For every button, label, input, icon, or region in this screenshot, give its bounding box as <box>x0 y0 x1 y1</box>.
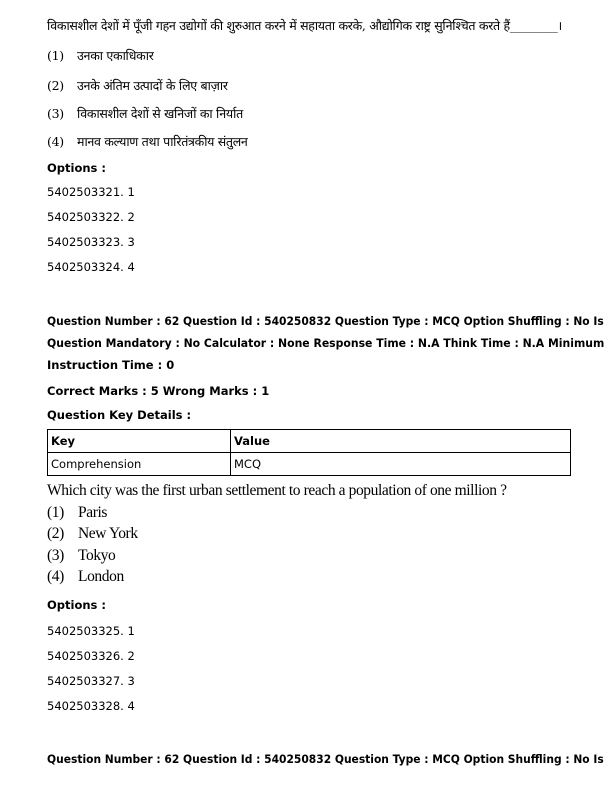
choice-row <box>47 525 138 543</box>
choice-number: (3) <box>47 106 64 121</box>
choice-text: विकासशील देशों से खनिजों का निर्यात <box>77 106 243 121</box>
question-meta-line: Question Mandatory : No Calculator : None Response Time : N.A Think Time : N.A Minimum <box>47 336 605 350</box>
options-label: Options : <box>47 598 106 612</box>
option-id: 5402503328. 4 <box>47 699 135 713</box>
choice-row <box>47 504 107 522</box>
options-label: Options : <box>47 161 106 175</box>
question-meta-line: Question Number : 62 Question Id : 540250832 Question Type : MCQ Option Shuffling : No Is <box>47 314 604 328</box>
table-header-cell: Value <box>231 430 571 453</box>
option-id: 5402503321. 1 <box>47 185 135 199</box>
choice-row <box>47 105 243 122</box>
table-cell: Comprehension <box>48 453 231 476</box>
choice-text: उनके अंतिम उत्पादों के लिए बाज़ार <box>77 78 228 93</box>
option-id: 5402503323. 3 <box>47 235 135 249</box>
choice-text: उनका एकाधिकार <box>77 48 154 63</box>
choice-text: मानव कल्याण तथा पारितंत्रकीय संतुलन <box>77 134 248 149</box>
question-stem-english: Which city was the first urban settlement to reach a population of one million ? <box>47 482 507 499</box>
option-id: 5402503325. 1 <box>47 624 135 638</box>
choice-text: London <box>78 568 124 585</box>
marks-line: Correct Marks : 5 Wrong Marks : 1 <box>47 384 270 398</box>
question-meta-line: Instruction Time : 0 <box>47 358 175 372</box>
choice-row <box>47 77 228 94</box>
option-id: 5402503324. 4 <box>47 260 135 274</box>
question-stem-hindi: विकासशील देशों में पूँजी गहन उद्योगों की शुरुआत करने में सहायता करके, औद्योगिक राष्ट्र सुनिश्चित करते हैं________। <box>47 18 562 33</box>
key-details-table <box>47 429 571 476</box>
choice-row <box>47 133 248 150</box>
choice-text: New York <box>78 525 138 542</box>
choice-number: (4) <box>47 134 64 149</box>
choice-number: (4) <box>47 568 64 585</box>
choice-row <box>47 47 154 64</box>
key-details-heading: Question Key Details : <box>47 408 192 422</box>
choice-text: Paris <box>78 504 108 521</box>
choice-number: (2) <box>47 525 64 542</box>
option-id: 5402503327. 3 <box>47 674 135 688</box>
choice-number: (1) <box>47 48 64 63</box>
option-id: 5402503326. 2 <box>47 649 135 663</box>
question-meta-line: Question Number : 62 Question Id : 540250832 Question Type : MCQ Option Shuffling : No Is <box>47 752 604 766</box>
choice-number: (3) <box>47 547 64 564</box>
table-cell: MCQ <box>231 453 571 476</box>
choice-number: (1) <box>47 504 64 521</box>
table-row <box>48 453 571 476</box>
choice-number: (2) <box>47 78 64 93</box>
option-id: 5402503322. 2 <box>47 210 135 224</box>
choice-row <box>47 547 115 565</box>
table-header-cell: Key <box>48 430 231 453</box>
table-header-row <box>48 430 571 453</box>
choice-row <box>47 568 124 586</box>
choice-text: Tokyo <box>78 547 116 564</box>
